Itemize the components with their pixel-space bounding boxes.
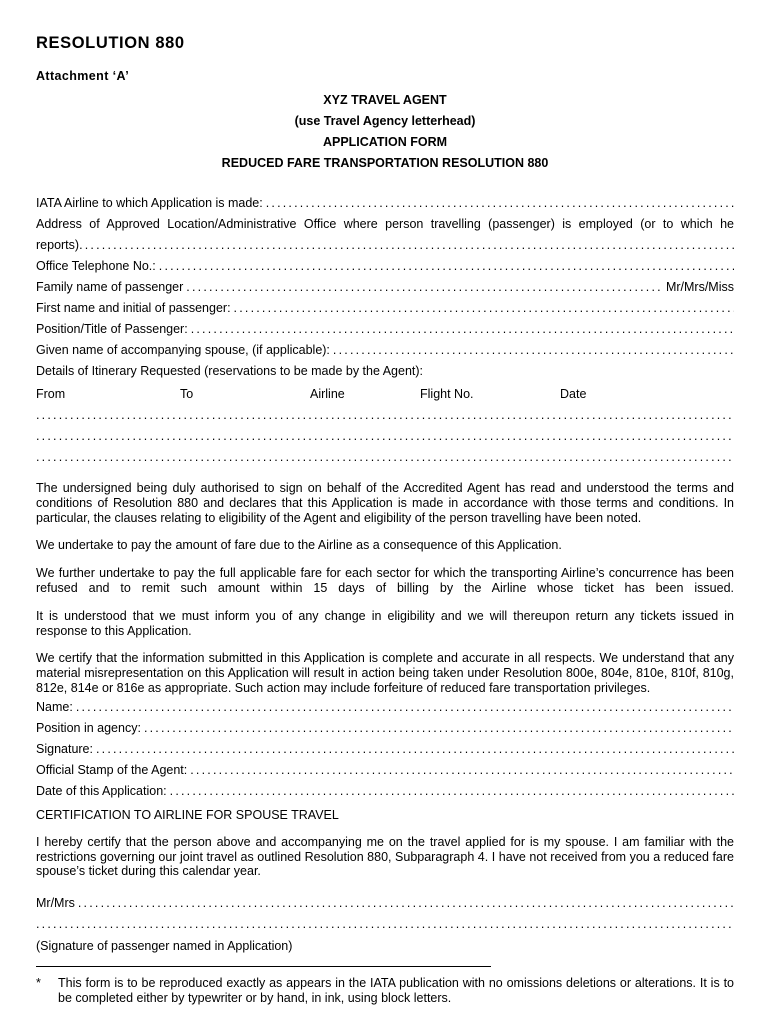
official-stamp-input-line[interactable] xyxy=(190,760,734,781)
official-stamp-field xyxy=(36,760,734,781)
itinerary-intro xyxy=(36,361,734,382)
column-to: To xyxy=(180,387,194,401)
mr-mrs-label: Mr/Mrs xyxy=(36,896,75,911)
certification-heading: CERTIFICATION TO AIRLINE FOR SPOUSE TRAVEL xyxy=(36,807,339,822)
form-title: APPLICATION FORM xyxy=(322,135,448,149)
office-phone-field xyxy=(36,256,734,277)
iata-airline-field xyxy=(36,193,734,214)
form-subtitle: REDUCED FARE TRANSPORTATION RESOLUTION 880 xyxy=(221,156,549,170)
address-input-line[interactable] xyxy=(79,238,734,252)
office-phone-label: Office Telephone No.: xyxy=(36,259,156,273)
spouse-name-input-line[interactable] xyxy=(333,340,734,361)
terms-paragraph-4: It is understood that we must inform you of any change in eligibility and we will thereupon return any tickets issued in response to this Application. xyxy=(36,608,734,638)
letterhead-note: (use Travel Agency letterhead) xyxy=(294,114,476,128)
footnote xyxy=(36,976,734,1006)
spouse-signature-input-line[interactable] xyxy=(36,914,734,935)
signature-label: Signature: xyxy=(36,741,93,756)
itinerary-intro-label: Details of Itinerary Requested (reservations to be made by the Agent): xyxy=(36,364,424,378)
spouse-name-field xyxy=(36,340,734,361)
terms-paragraph-5: We certify that the information submitted in this Application is complete and accurate in all respects. We understand that any material misrepresentation on this Application will result in action being taken under Resolution 800e, 804e, 810e, 810f, 810g, 812e, 814e or 816e as appropriate. Such action may include forfeiture of reduced fare transportation privileges. xyxy=(36,651,734,695)
position-in-agency-label: Position in agency: xyxy=(36,720,141,735)
column-from: From xyxy=(36,387,66,401)
first-name-label: First name and initial of passenger: xyxy=(36,301,231,315)
signature-input-line[interactable] xyxy=(96,739,734,760)
agent-signature-fields xyxy=(36,697,734,802)
terms-paragraph-1: The undersigned being duly authorised to sign on behalf of the Accredited Agent has read and understood the terms and conditions of Resolution 880 and declares that this Application is made in accordance with those terms and conditions. In particular, the clauses relating to eligibility of the Agent and eligibility of the person travelling have been noted. xyxy=(36,481,734,525)
footnote-divider xyxy=(36,966,491,967)
mr-mrs-input-line[interactable] xyxy=(78,893,734,914)
iata-airline-input-line[interactable] xyxy=(266,193,734,214)
signature-caption: (Signature of passenger named in Application) xyxy=(36,939,293,954)
address-label: Address of Approved Location/Administrative Office where person travelling (passenger) is employed (or to which he reports) xyxy=(36,217,734,252)
page-title: RESOLUTION 880 xyxy=(36,34,185,52)
first-name-input-line[interactable] xyxy=(234,298,734,319)
application-date-input-line[interactable] xyxy=(170,781,734,802)
column-airline: Airline xyxy=(310,387,345,401)
title-options-label: Mr/Mrs/Miss xyxy=(665,280,734,294)
footnote-text: This form is to be reproduced exactly as appears in the IATA publication with no omissions deletions or alterations. It is to be completed either by typewriter or by hand, in ink, using block letters. xyxy=(58,976,734,1006)
agent-name: XYZ TRAVEL AGENT xyxy=(323,93,447,107)
itinerary-row-3-input-line[interactable] xyxy=(36,447,734,468)
official-stamp-label: Official Stamp of the Agent: xyxy=(36,762,188,777)
office-phone-input-line[interactable] xyxy=(159,256,734,277)
family-name-input-line[interactable] xyxy=(186,277,662,298)
letterhead xyxy=(36,90,734,174)
iata-airline-label: IATA Airline to which Application is made: xyxy=(36,196,263,210)
position-in-agency-input-line[interactable] xyxy=(144,718,734,739)
application-fields xyxy=(36,193,734,468)
name-field xyxy=(36,697,734,718)
itinerary-header xyxy=(36,383,734,405)
family-name-label: Family name of passenger xyxy=(36,280,184,294)
attachment-label: Attachment ‘A’ xyxy=(36,69,130,83)
spouse-mr-mrs-field xyxy=(36,893,734,914)
family-name-field xyxy=(36,277,734,298)
signature-field xyxy=(36,739,734,760)
footnote-marker: * xyxy=(36,976,41,991)
spouse-name-label: Given name of accompanying spouse, (if applicable): xyxy=(36,343,330,357)
name-label: Name: xyxy=(36,699,73,714)
itinerary-row-2-input-line[interactable] xyxy=(36,426,734,447)
application-date-label: Date of this Application: xyxy=(36,783,167,798)
position-title-label: Position/Title of Passenger: xyxy=(36,322,188,336)
terms-paragraph-2: We undertake to pay the amount of fare due to the Airline as a consequence of this Application. xyxy=(36,538,562,553)
position-in-agency-field xyxy=(36,718,734,739)
application-date-field xyxy=(36,781,734,802)
position-title-field xyxy=(36,319,734,340)
terms-paragraph-3: We further undertake to pay the full applicable fare for each sector for which the transporting Airline’s concurrence has been refused and to remit such amount within 15 days of billing by the Airline whose ticket has been issued. xyxy=(36,566,734,595)
column-date: Date xyxy=(560,387,587,401)
certification-body: I hereby certify that the person above and accompanying me on the travel applied for is my spouse. I am familiar with the restrictions governing our joint travel as outlined Resolution 880, Subparagraph 4. I have not received from you a reduced fare spouse’s ticket during this calendar year. xyxy=(36,834,734,879)
itinerary-row-1-input-line[interactable] xyxy=(36,405,734,426)
column-flight-no: Flight No. xyxy=(420,387,474,401)
address-field xyxy=(36,214,734,256)
name-input-line[interactable] xyxy=(76,697,734,718)
position-title-input-line[interactable] xyxy=(191,319,734,340)
first-name-field xyxy=(36,298,734,319)
